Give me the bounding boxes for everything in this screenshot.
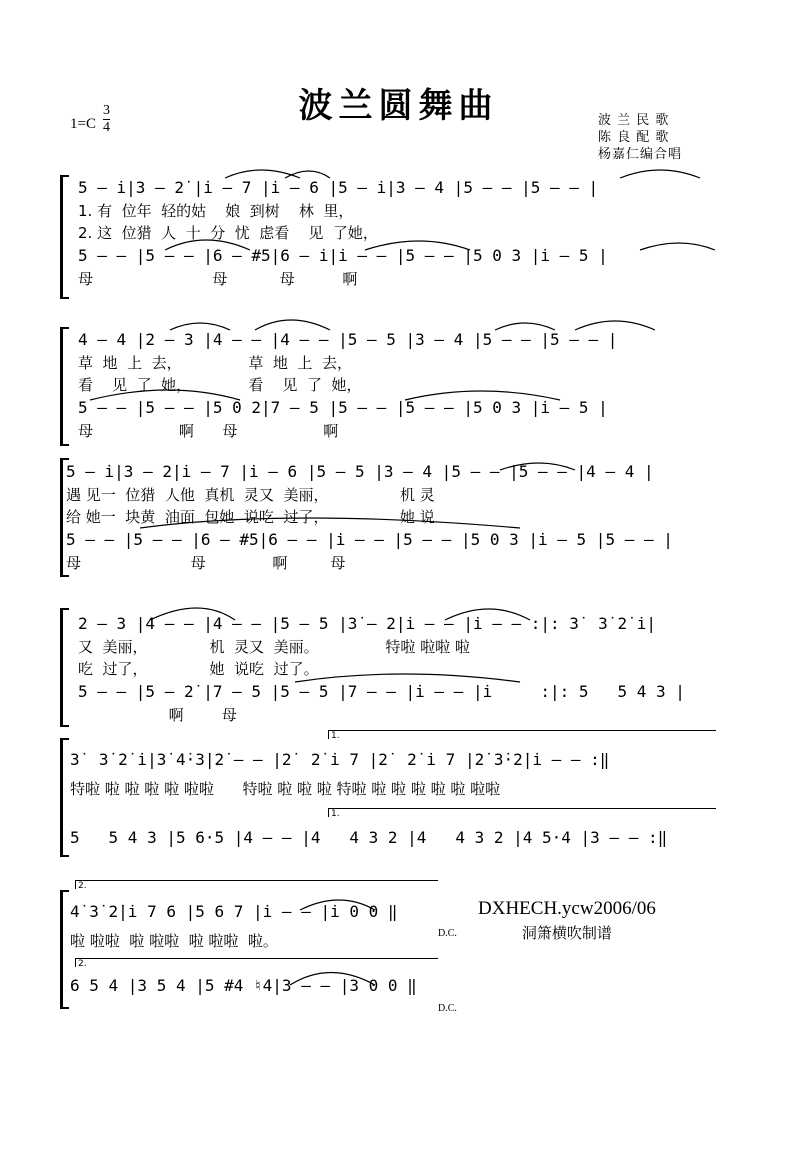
time-signature-top: 3	[103, 103, 110, 118]
volta-bracket: 2.	[75, 880, 438, 889]
slur	[285, 171, 330, 178]
signature-line: 洞箫横吹制谱	[521, 924, 612, 942]
slur	[445, 609, 530, 620]
slur	[575, 321, 655, 330]
melody-line-bottom: 5 – – |5 – – |6 – #5|6 – i̇|i̇ – – |5 – – |5 0 3 |i̇ – 5 |	[78, 246, 608, 265]
signature-line: DXHECH.ycw2006/06	[478, 898, 656, 919]
melody-line-top: 3̇ 3̇ 2̇ i̇|3̇ 4̇·3̇|2̇ – – |2̇ 2̇ i̇ 7 |2̇ 2̇ i̇ 7 |2̇ 3̇·2̇|i̇ – – :‖	[70, 750, 610, 769]
slur	[620, 170, 700, 178]
slur	[165, 240, 250, 250]
melody-line-top: 5 – i̇|3 – 2̇ |i̇ – 7 |i̇ – 6 |5 – i̇|3 – 4 |5 – – |5 – – |	[78, 178, 599, 197]
slur	[365, 241, 470, 250]
lyric-line: 看 见 了 她， 看 见 了 她，	[78, 376, 362, 394]
lyric-line: 特啦 啦 啦 啦 啦 啦啦 特啦 啦 啦 啦 特啦 啦 啦 啦 啦 啦 啦啦	[70, 780, 501, 798]
slur	[150, 608, 235, 620]
melody-line-bottom: 5 – – |5 – 2̇ |7 – 5 |5 – 5 |7 – – |i̇ – – |i̇ :|: 5 5 4 3 |	[78, 682, 685, 701]
slur	[225, 170, 300, 178]
slur	[405, 391, 560, 400]
melody-line-bottom: 5 – – |5 – – |6 – #5|6 – – |i – – |5 – – |5 0 3 |i̇ – 5 |5 – – |	[66, 530, 673, 549]
credit-line: 杨嘉仁编合唱	[598, 147, 683, 162]
credit-line: 波 兰 民 歌	[598, 113, 670, 128]
page-title: 波兰圆舞曲	[298, 86, 499, 126]
volta-bracket: 2.	[75, 958, 438, 967]
volta-bracket: 1.	[328, 730, 716, 739]
volta-bracket: 1.	[328, 808, 716, 817]
lyric-line: 母 啊 母 啊	[78, 422, 339, 440]
lyric-line: 草 地 上 去， 草 地 上 去，	[78, 354, 352, 372]
slur	[90, 390, 240, 400]
slur	[140, 518, 520, 528]
da-capo-mark: D.C.	[438, 928, 457, 939]
melody-line-top: 2 – 3 |4 – – |4 – – |5 – 5 |3̇ – 2̇|i̇ – – |i̇ – – :|: 3̇ 3̇ 2̇ i̇|	[78, 614, 656, 633]
slur	[495, 323, 555, 330]
lyric-line: 啊 母	[78, 706, 237, 724]
lyric-line: 母 母 啊 母	[66, 554, 346, 572]
slur	[295, 674, 520, 682]
slur	[500, 463, 575, 470]
lyric-line: 1. 有 位年 轻的姑 娘 到树 林 里，	[78, 202, 354, 220]
slur	[255, 320, 330, 330]
melody-line-top: 5 – i̇|3 – 2̇|i̇ – 7 |i̇ – 6 |5 – 5 |3 – 4 |5 – – |5 – – |4 – 4 |	[66, 462, 654, 481]
lyric-line: 2. 这 位猎 人 十 分 忧 虑看 见 了她，	[78, 224, 378, 242]
slur	[290, 973, 375, 986]
time-signature-bottom: 4	[103, 120, 110, 135]
melody-line-top: 4 – 4 |2 – 3 |4 – – |4 – – |5 – 5 |3 – 4 |5 – – |5 – – |	[78, 330, 618, 349]
lyric-line: 给 她一 块黄 油面 包她 说吃 过了， 她 说	[66, 508, 435, 526]
melody-line-bottom: 6 5 4 |3 5 4 |5 #4 ♮4|3 – – |3 0 0 ‖	[70, 976, 417, 995]
lyric-line: 吃 过了， 她 说吃 过了。	[78, 660, 319, 678]
key-signature: 1=C	[70, 116, 96, 132]
melody-line-bottom: 5 5 4 3 |5 6·5 |4 – – |4 4 3 2 |4 4 3 2 |4 5·4 |3 – – :‖	[70, 828, 668, 847]
lyric-line: 母 母 母 啊	[78, 270, 358, 288]
slur	[640, 243, 715, 250]
lyric-line: 遇 见一 位猎 人他 真机 灵又 美丽， 机 灵	[66, 486, 435, 504]
lyric-line: 啦 啦啦 啦 啦啦 啦 啦啦 啦。	[70, 932, 278, 950]
credit-line: 陈 良 配 歌	[598, 130, 670, 145]
melody-line-top: 4̇ 3̇ 2̇|i̇ 7 6 |5 6 7 |i̇ – – |i̇ 0 0 ‖	[70, 902, 398, 921]
melody-line-bottom: 5 – – |5 – – |5 0 2̇|7 – 5 |5 – – |5 – – |5 0 3 |i̇ – 5 |	[78, 398, 608, 417]
lyric-line: 又 美丽， 机 灵又 美丽。 特啦 啦啦 啦	[78, 638, 470, 656]
slur	[300, 900, 375, 910]
da-capo-mark: D.C.	[438, 1003, 457, 1014]
slur	[170, 323, 230, 330]
